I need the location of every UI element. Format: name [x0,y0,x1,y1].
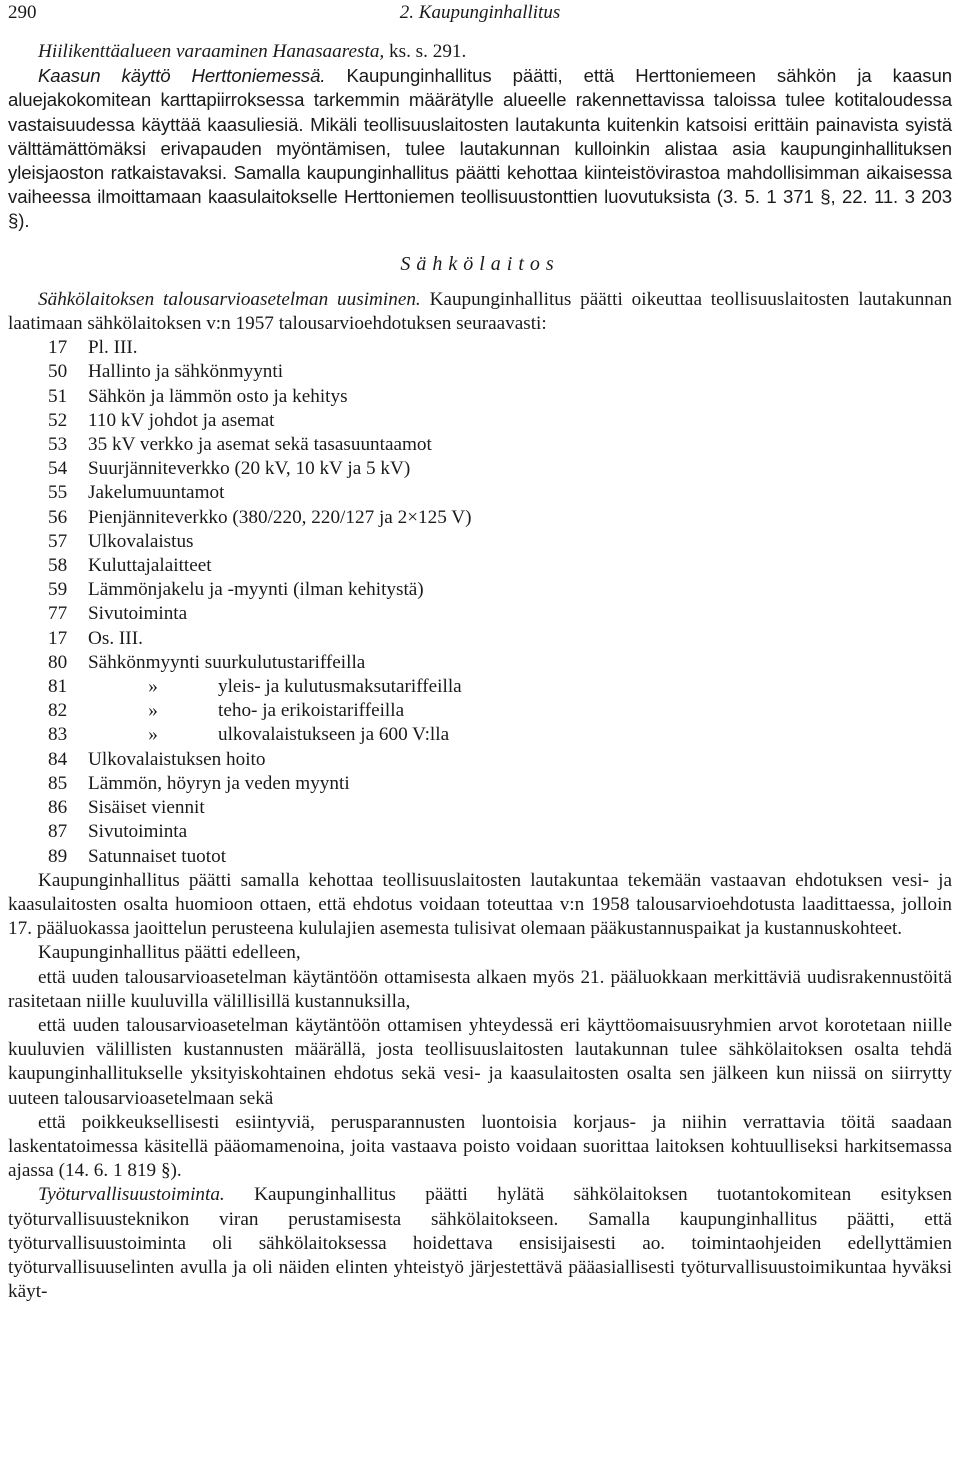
budget-item [8,651,952,675]
paragraph-tyoturvallisuus-title: Työturvallisuustoiminta. [38,1184,225,1206]
budget-item [8,602,952,626]
crossref-page: ks. s. 291. [384,41,467,62]
budget-item-number: 17 [48,627,68,649]
budget-item [8,457,952,481]
budget-item [8,772,952,796]
section-heading: Sähkölaitos [400,252,560,275]
budget-item [8,481,952,505]
running-title: 2. Kaupunginhallitus [399,2,561,23]
budget-item-label [88,675,462,699]
ditto-mark: » [148,676,158,698]
crossref-title: Hiilikenttäalueen varaaminen Hanasaaresta, [38,41,385,62]
budget-item-label: Os. III. [88,627,143,649]
budget-item-number: 53 [48,434,68,456]
budget-item-number: 51 [48,385,68,407]
budget-item [8,409,952,433]
paragraph-kaasu [8,64,952,233]
budget-item-number: 77 [48,603,68,625]
ditto-mark: » [148,724,158,746]
budget-item-label: Sähkönmyynti suurkulutustariffeilla [88,651,366,673]
paragraph-talousarvio-title: Sähkölaitoksen talousarvioasetelman uusiminen. [38,288,421,310]
budget-item-number: 58 [48,555,68,577]
budget-item-number: 54 [48,458,68,480]
budget-item-number: 55 [48,482,68,504]
budget-item [8,820,952,844]
budget-item-list [8,336,952,868]
budget-item-number: 50 [48,361,68,383]
paragraph-talousarvio [8,288,952,336]
budget-item-number: 59 [48,579,68,601]
ditto-mark: » [148,700,158,722]
budget-item [8,675,952,699]
budget-item-text: ulkovalaistukseen ja 600 V:lla [218,724,450,746]
budget-item-text: yleis- ja kulutusmaksutariffeilla [218,676,462,698]
budget-item-number: 17 [48,337,68,359]
budget-item-label: Lämmön, höyryn ja veden myynti [88,772,350,794]
budget-item [8,723,952,747]
budget-item [8,360,952,384]
paragraph-0: Kaupunginhallitus päätti samalla kehottaa teollisuuslaitosten lautakuntaa tekemään vastaavan ehdotuksen vesi- ja kaasulaitosten osalta huomioon ottaen, että ehdotus voidaan toteuttaa v:n 1958 talousarvioehdotusta laadittaessa, jolloin 17. pääluokassa jaoittelun perusteena kululajien asemesta tulisivat olemaan pääkustannuspaikat ja kustannuskohteet. [8,869,952,940]
budget-item-label: Pienjänniteverkko (380/220, 220/127 ja 2×125 V) [88,506,472,528]
cross-reference [8,40,952,64]
budget-item-label: Ulkovalaistus [88,530,194,552]
budget-item-label: Satunnaiset tuotot [88,845,227,867]
budget-item [8,336,952,360]
page-number: 290 [8,2,37,23]
budget-item-label: Jakelumuuntamot [88,482,225,504]
paragraph-kaasu-title: Kaasun käyttö Herttoniemessä. [38,65,326,87]
paragraph-2: että uuden talousarvioasetelman käytäntöön ottamisesta alkaen myös 21. pääluokkaan merkittäviä uudisrakennustöitä rasitetaan niille kuuluvilla välillisillä kustannuksilla, [8,966,952,1012]
budget-item-number: 83 [48,724,68,746]
budget-item-label [88,723,449,747]
budget-item [8,796,952,820]
budget-item-number: 80 [48,651,68,673]
budget-item [8,506,952,530]
paragraph-talousarvio-text: Kaupunginhallitus päätti oikeuttaa teollisuuslaitosten lautakunnan laatimaan sähkölaitoksen v:n 1957 talousarvioehdotuksen seuraavasti: [8,288,952,335]
budget-item-label: Sisäiset viennit [88,797,205,819]
budget-item-number: 89 [48,845,68,867]
budget-item-label: Hallinto ja sähkönmyynti [88,361,284,383]
budget-item-label: Sivutoiminta [88,821,188,843]
budget-item-label: 110 kV johdot ja asemat [88,409,275,431]
paragraph-4: että poikkeuksellisesti esiintyviä, perusparannusten luontoisia korjaus- ja niihin verrattavia töitä saadaan laskentatoimessa käsitellä pääomamenoina, joita vastaava poisto voidaan suorittaa laitoksen kohtuulliseksi harkitsemassa ajassa (14. 6. 1 819 §). [8,1111,952,1182]
budget-item-number: 57 [48,530,68,552]
paragraph-3: että uuden talousarvioasetelman käytäntöön ottamisen yhteydessä eri käyttöomaisuusryhmien arvot korotetaan niille kuuluvien välillisten kustannusten määrällä, josta teollisuuslaitosten lautakunnan tulee sähkölaitoksen osalta tehdä kaupunginhallitukselle yksityiskohtainen ehdotus sekä vesi- ja kaasulaitosten osalta sen jälkeen kun niissä on siirrytty uuteen talousarvioasetelmaan sekä [8,1014,952,1109]
budget-item [8,699,952,723]
budget-item [8,433,952,457]
paragraph-tyoturvallisuus-text: Kaupunginhallitus päätti hylätä sähkölaitoksen tuotantokomitean esityksen työturvallisuusteknikon viran perustamisesta sähkölaitokseen. Samalla kaupunginhallitus päätti, että työturvallisuustoiminta oli sähkölaitoksessa hoidettava ensisijaisesti ao. toimintaohjeiden edellyttämien työturvallisuuselinten avulla ja oli näiden elinten yhteistyö järjestettävä pääasiallisesti työturvallisuustoimikuntaa hyväksi käyt- [8,1184,953,1303]
budget-item [8,845,952,869]
budget-item [8,578,952,602]
budget-item-label: Suurjänniteverkko (20 kV, 10 kV ja 5 kV) [88,458,411,480]
budget-item-number: 81 [48,676,68,698]
paragraph-tyoturvallisuus [8,1183,952,1304]
budget-item-label [88,699,404,723]
budget-item-number: 84 [48,748,68,770]
budget-item-label: Sivutoiminta [88,603,188,625]
budget-item-number: 82 [48,700,68,722]
budget-item-label: Ulkovalaistuksen hoito [88,748,266,770]
budget-item-label: Sähkön ja lämmön osto ja kehitys [88,385,348,407]
budget-item-number: 86 [48,797,68,819]
budget-item [8,530,952,554]
budget-item [8,748,952,772]
budget-item-label: 35 kV verkko ja asemat sekä tasasuuntaamot [88,434,432,456]
budget-item-number: 87 [48,821,68,843]
budget-item [8,554,952,578]
paragraph-1: Kaupunginhallitus päätti edelleen, [38,942,301,964]
paragraph-kaasu-text: Kaupunginhallitus päätti, että Herttoniemeen sähkön ja kaasun aluejakokomitean karttapiirroksessa tarkemmin määrätylle alueelle rakennettavissa taloissa tulee kotitaloudessa vastaisuudessa käyttää kaasuliesiä. Mikäli teollisuuslaitosten lautakunta kuitenkin katsoisi erittäin painavista syistä välttämättömäksi erivapauden myöntämisen, tulee lautakunnan kulloinkin alistaa asia kaupunginhallituksen yleisjaoston ratkaistavaksi. Samalla kaupunginhallitus päätti kehottaa kiinteistövirastoa mahdollisimman aikaisessa vaiheessa ilmoittamaan kaasulaitokselle Herttoniemen teollisuustonttien luovutuksista (3. 5. 1 371 §, 22. 11. 3 203 §). [8,65,952,232]
budget-item-text: teho- ja erikoistariffeilla [218,700,405,722]
budget-item-number: 85 [48,772,68,794]
budget-item-number: 56 [48,506,68,528]
budget-item-number: 52 [48,409,68,431]
budget-item-label: Kuluttajalaitteet [88,555,212,577]
budget-item-label: Pl. III. [88,337,138,359]
budget-item [8,627,952,651]
budget-item-label: Lämmönjakelu ja -myynti (ilman kehitystä) [88,579,424,601]
budget-item [8,385,952,409]
page-header [8,0,952,40]
body-text [8,40,952,1304]
